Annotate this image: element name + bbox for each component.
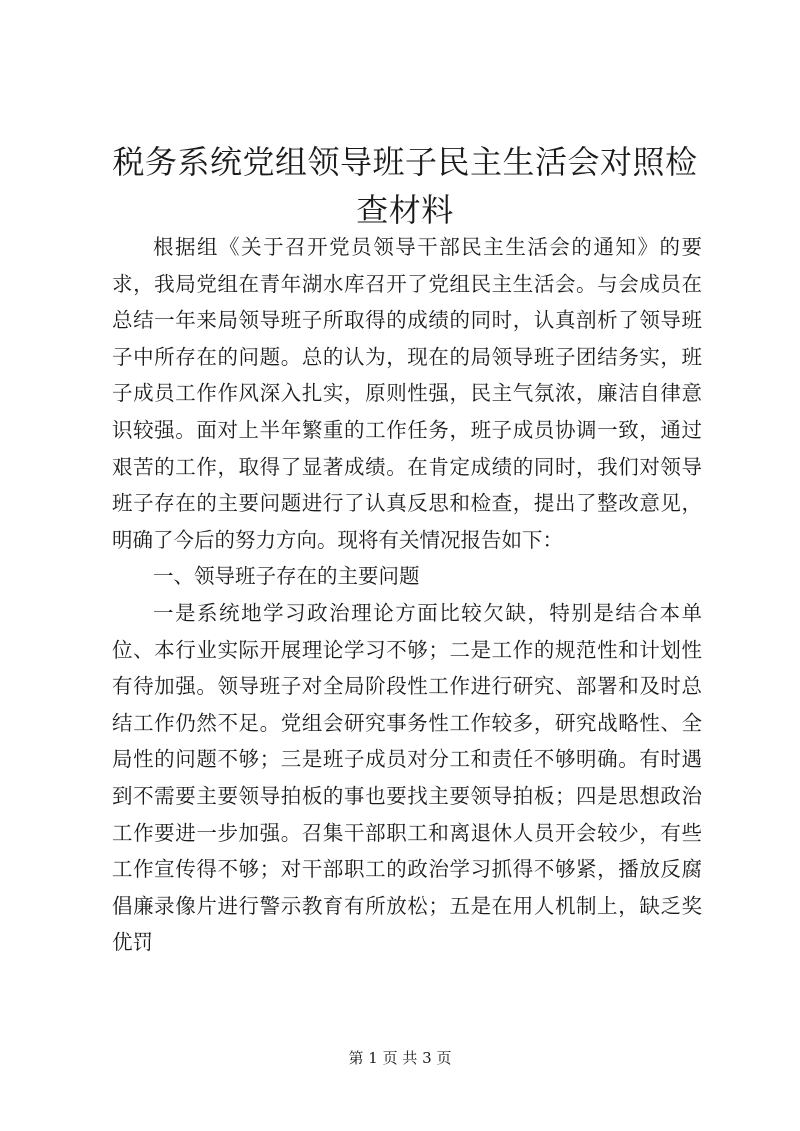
section-heading: 一、领导班子存在的主要问题 — [153, 564, 420, 589]
document-title: 税务系统党组领导班子民主生活会对照检查材料 — [112, 143, 698, 229]
document-body — [112, 229, 702, 961]
page-number: 第 1 页 共 3 页 — [348, 1049, 452, 1067]
paragraph-problems: 一是系统地学习政治理论方面比较欠缺，特别是结合本单位、本行业实际开展理论学习不够；二是工作的规范性和计划性有待加强。领导班子对全局阶段性工作进行研究、部署和及时总结工作仍然不足。党组会研究事务性工作较多，研究战略性、全局性的问题不够；三是班子成员对分工和责任不够明确。有时遇到不需要主要领导拍板的事也要找主要领导拍板；四是思想政治工作要进一步加强。召集干部职工和离退休人员开会较少，有些工作宣传得不够；对干部职工的政治学习抓得不够紧，播放反腐倡廉录像片进行警示教育有所放松；五是在用人机制上，缺乏奖优罚 — [112, 600, 702, 955]
paragraph-intro: 根据组《关于召开党员领导干部民主生活会的通知》的要求，我局党组在青年湖水库召开了党组民主生活会。与会成员在总结一年来局领导班子所取得的成绩的同时，认真剖析了领导班子中所存在的问题。总的认为，现在的局领导班子团结务实，班子成员工作作风深入扎实，原则性强，民主气氛浓，廉洁自律意识较强。面对上半年繁重的工作任务，班子成员协调一致，通过艰苦的工作，取得了显著成绩。在肯定成绩的同时，我们对领导班子存在的主要问题进行了认真反思和检查，提出了整改意见，明确了今后的努力方向。现将有关情况报告如下： — [112, 235, 702, 552]
